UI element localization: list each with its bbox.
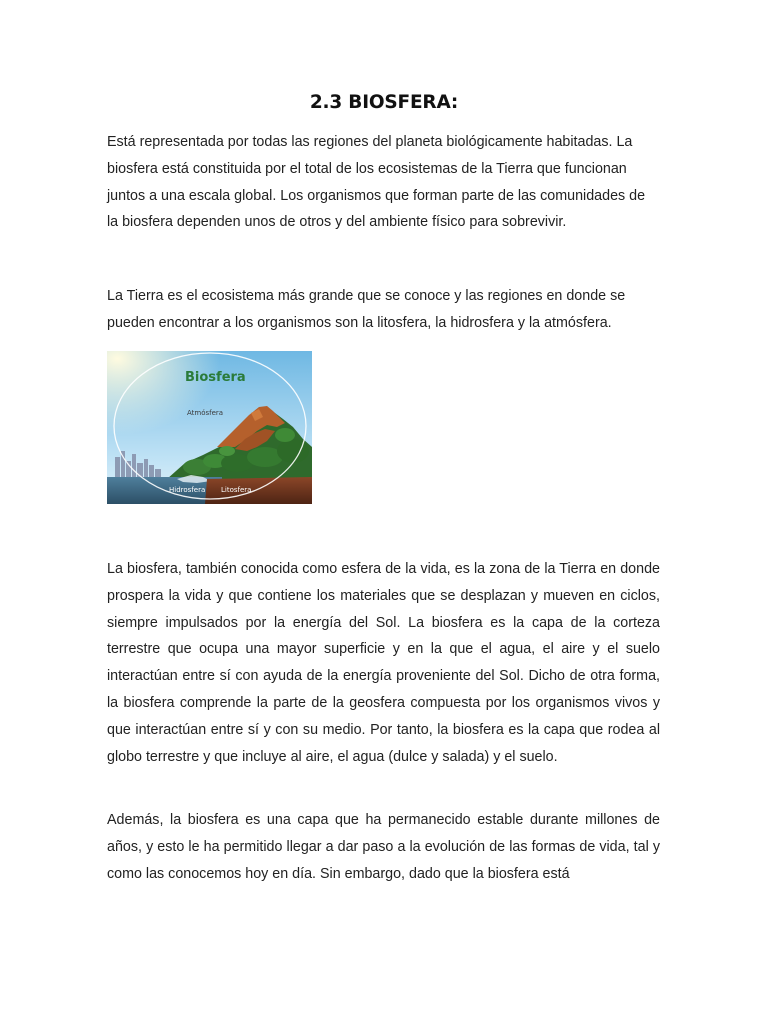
paragraph-biosphere-definition: La biosfera, también conocida como esfera de la vida, es la zona de la Tierra en donde prospera la vida y que contiene los materiales que se desplazan y mueven en ciclos, siempre impulsados por la energía del Sol. La biosfera es la capa de la corteza terrestre que ocupa una mayor superficie y en la que el agua, el aire y el suelo interactúan entre sí con ayuda de la energía proveniente del Sol. Dicho de otra forma, la biosfera comprende la parte de la geosfera compuesta por los organismos vivos y que interactúan entre sí y con su medio. Por tanto, la biosfera es la capa que rodea al globo terrestre y que incluye al aire, el agua (dulce y salada) y el suelo. bbox=[107, 561, 660, 765]
paragraph-earth-ecosystem: La Tierra es el ecosistema más grande que se conoce y las regiones en donde se pueden encontrar a los organismos son la litosfera, la hidrosfera y la atmósfera. bbox=[107, 288, 626, 331]
label-atmosfera: Atmósfera bbox=[187, 409, 224, 417]
label-litosfera: Litosfera bbox=[221, 486, 252, 494]
label-hidrosfera: Hidrosfera bbox=[169, 486, 206, 494]
figure-title: Biosfera bbox=[185, 370, 246, 385]
paragraph-biosphere-stability: Además, la biosfera es una capa que ha permanecido estable durante millones de años, y esto le ha permitido llegar a dar paso a la evolución de las formas de vida, tal y como las conocemos hoy en día. Sin embargo, dado que la biosfera está bbox=[107, 812, 660, 882]
page-title: 2.3 BIOSFERA: bbox=[309, 92, 459, 113]
biosphere-illustration bbox=[107, 351, 312, 504]
paragraph-intro: Está representada por todas las regiones del planeta biológicamente habitadas. La biosfera está constituida por el total de los ecosistemas de la Tierra que funcionan juntos a una escala global. Los organismos que forman parte de las comunidades de la biosfera dependen unos de otros y del ambiente físico para sobrevivir. bbox=[107, 134, 646, 231]
